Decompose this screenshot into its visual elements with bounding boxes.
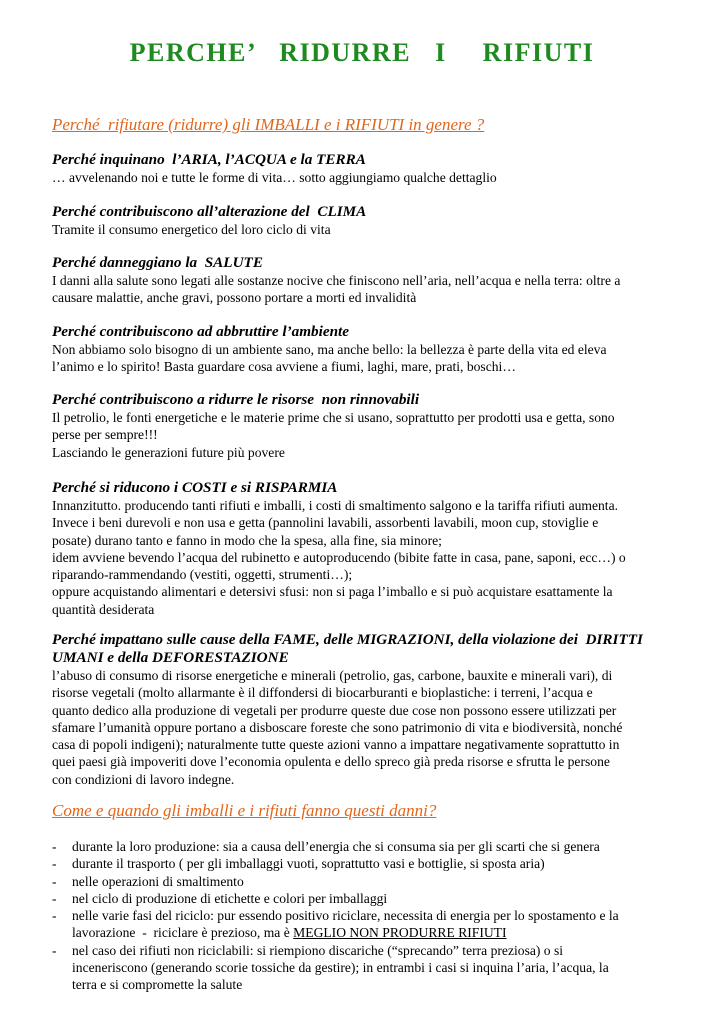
reason-text: l’abuso di consumo di risorse energetiche e minerali (petrolio, gas, carbone, bauxite e minerali vari), di [52, 668, 613, 683]
list-item-text: durante la loro produzione: sia a causa dell’energia che si consuma sia per gli scarti che si genera [72, 839, 600, 854]
reason-text: quei paesi già impoveriti dove l’economia opulenta e dello spreco già preda risorse e sfrutta le persone [52, 754, 610, 770]
reason-climate [52, 203, 672, 238]
list-item [52, 907, 682, 942]
reason-text: con condizioni di lavoro indegne. [52, 771, 235, 787]
list-item-text: nelle varie fasi del riciclo: pur essendo positivo riciclare, necessita di energia per lo spostamento e la [72, 908, 619, 924]
list-item-text [72, 924, 682, 941]
section-heading-why: Perché rifiutare (ridurre) gli IMBALLI e i RIFIUTI in genere ? [52, 115, 485, 134]
list-item [52, 855, 682, 872]
reason-pollution [52, 151, 672, 186]
reason-title: Perché inquinano l’ARIA, l’ACQUA e la TERRA [52, 151, 366, 168]
list-item [52, 890, 682, 907]
reason-text: riparando-rammendando (vestiti, oggetti, strumenti…); [52, 567, 353, 583]
reason-title: Perché contribuiscono a ridurre le risorse non rinnovabili [52, 391, 420, 408]
reason-text: quanto dedico alla produzione di vegetali per produrre queste due cose non possono essere utilizzati per [52, 702, 617, 718]
list-item-text-part: lavorazione - riciclare è prezioso, ma è [72, 925, 294, 941]
reason-text: I danni alla salute sono legati alle sostanze nocive che finiscono nell’aria, nell’acqua e nella terra: oltre a [52, 273, 621, 288]
bullet-dash: - [52, 839, 57, 854]
reason-text: Innanzitutto. producendo tanti rifiuti e imballi, i costi di smaltimento salgono e la tariffa rifiuti aumenta. [52, 498, 619, 513]
reason-environment [52, 323, 672, 376]
reason-human-rights [52, 631, 672, 788]
reason-text: Invece i beni durevoli e non usa e getta (pannolini lavabili, assorbenti lavabili, moon cup, stoviglie e [52, 515, 599, 531]
reason-title: Perché contribuiscono ad abbruttire l’ambiente [52, 323, 350, 340]
reason-text: Lasciando le generazioni future più povere [52, 444, 285, 460]
reason-text: casa di popoli indigeni); naturalmente tutte queste azioni vanno a impattare negativamente soprattutto in [52, 737, 620, 753]
bullet-dash: - [52, 942, 57, 958]
reason-text: oppure acquistando alimentari e detersivi sfusi: non si paga l’imballo e si può acquistare esattamente la [52, 584, 613, 600]
reason-resources [52, 391, 672, 461]
list-item [52, 873, 682, 890]
reason-title: Perché impattano sulle cause della FAME, delle MIGRAZIONI, della violazione dei DIRITTI [52, 631, 643, 648]
reason-text: risorse vegetali (molto allarmante è il diffondersi di biocarburanti e bioplastiche: i terreni, l’acqua e [52, 685, 593, 701]
list-item-text: nel caso dei rifiuti non riciclabili: si riempiono discariche (“sprecando” terra preziosa) o si [72, 942, 564, 958]
reason-text: … avvelenando noi e tutte le forme di vita… sotto aggiungiamo qualche dettaglio [52, 170, 497, 185]
emphasis-text: MEGLIO NON PRODURRE RIFIUTI [293, 925, 507, 941]
list-item-text: nelle operazioni di smaltimento [72, 873, 244, 889]
reason-text: quantità desiderata [52, 601, 155, 617]
list-item [52, 942, 682, 994]
list-item [52, 838, 682, 855]
reason-title: Perché contribuiscono all’alterazione del CLIMA [52, 203, 367, 220]
reason-text: l’animo e lo spirito! Basta guardare cosa avviene a fiumi, laghi, mare, prati, boschi… [52, 359, 516, 375]
reason-costs [52, 479, 672, 618]
reason-text: Il petrolio, le fonti energetiche e le materie prime che si usano, soprattutto per prodotti usa e getta, sono [52, 410, 615, 425]
reason-text: causare malattie, anche gravi, possono portare a morti ed invalidità [52, 290, 417, 306]
reason-title: Perché danneggiano la SALUTE [52, 254, 263, 271]
list-item-text: inceneriscono (generando scorie tossiche da gestire); in entrambi i casi si inquina l’aria, l’acqua, la [72, 960, 609, 976]
reason-text: sfamare l’umanità oppure portano a disboscare foreste che sono patrimonio di vita e biodiversità, nonché [52, 719, 623, 735]
reason-title: Perché si riducono i COSTI e si RISPARMIA [52, 479, 338, 496]
damage-list [52, 838, 682, 994]
bullet-dash: - [52, 873, 57, 889]
section-heading-how: Come e quando gli imballi e i rifiuti fanno questi danni? [52, 801, 437, 820]
bullet-dash: - [52, 908, 57, 924]
list-item-text: durante il trasporto ( per gli imballaggi vuoti, soprattutto vasi e bottiglie, si sposta aria) [72, 856, 545, 872]
reason-text: idem avviene bevendo l’acqua del rubinetto e autoproducendo (bibite fatte in casa, pane, saponi, ecc…) o [52, 549, 626, 565]
bullet-dash: - [52, 890, 57, 906]
reason-text: perse per sempre!!! [52, 427, 158, 443]
reason-health [52, 254, 672, 307]
bullet-dash: - [52, 856, 57, 872]
list-item-text: nel ciclo di produzione di etichette e colori per imballaggi [72, 890, 388, 906]
page-title: PERCHE’ RIDURRE I RIFIUTI [129, 38, 595, 67]
reason-text: Tramite il consumo energetico del loro ciclo di vita [52, 222, 331, 237]
reason-text: Non abbiamo solo bisogno di un ambiente sano, ma anche bello: la bellezza è parte della vita ed eleva [52, 342, 607, 357]
list-item-text: terra e si compromette la salute [72, 977, 243, 993]
reason-title: UMANI e della DEFORESTAZIONE [52, 649, 289, 666]
reason-text: posate) durano tanto e fanno in modo che la spesa, alla fine, sia minore; [52, 532, 442, 548]
